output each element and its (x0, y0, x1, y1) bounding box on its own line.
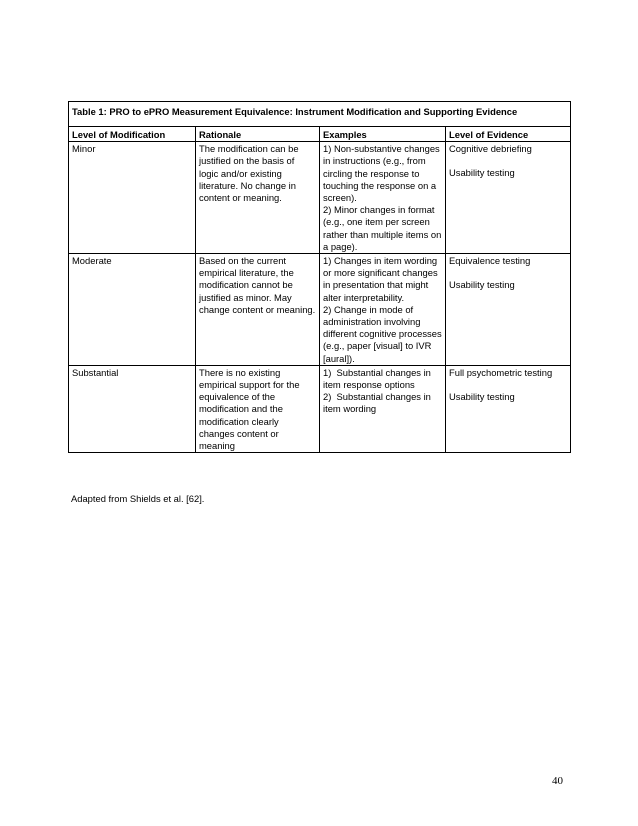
header-rationale: Rationale (196, 127, 320, 142)
rationale-cell: The modification can be justified on the basis of logic and/or existing literature. No change in content or meaning. (196, 142, 320, 254)
examples-text: 1) Substantial changes in item response options 2) Substantial changes in item wording (323, 366, 431, 415)
examples-text: 1) Changes in item wording or more significant changes in presentation that might alter interpretability. 2) Change in mode of administration involving different cognitive processes (e.g., paper [visual] to IVR [aural]). (323, 255, 442, 364)
evidence-item: Usability testing (449, 167, 515, 179)
examples-cell (320, 365, 446, 452)
evidence-cell (446, 142, 571, 254)
examples-cell (320, 254, 446, 366)
header-level-of-evidence: Level of Evidence (446, 127, 571, 142)
table-row (69, 142, 571, 254)
level-cell: Minor (69, 142, 196, 254)
table-source-note: Adapted from Shields et al. [62]. (71, 493, 205, 504)
evidence-cell (446, 365, 571, 452)
table-row (69, 254, 571, 366)
rationale-cell: There is no existing empirical support for the equivalence of the modification and the modification clearly changes content or meaning (196, 365, 320, 452)
examples-text: 1) Non-substantive changes in instructions (e.g., from circling the response to touching the response on a screen). 2) Minor changes in format (e.g., one item per screen rather than multiple items on a page). (323, 143, 442, 252)
evidence-item: Usability testing (449, 391, 515, 403)
table-header-row (69, 127, 571, 142)
level-cell: Moderate (69, 254, 196, 366)
examples-cell (320, 142, 446, 254)
table-row (69, 365, 571, 452)
evidence-item: Equivalence testing (449, 255, 531, 267)
equivalence-table (68, 101, 571, 453)
evidence-item: Usability testing (449, 279, 515, 291)
page-number: 40 (552, 775, 563, 787)
level-cell: Substantial (69, 365, 196, 452)
header-examples: Examples (320, 127, 446, 142)
evidence-item: Cognitive debriefing (449, 143, 532, 155)
evidence-cell (446, 254, 571, 366)
evidence-item: Full psychometric testing (449, 366, 553, 378)
table-caption: Table 1: PRO to ePRO Measurement Equivalence: Instrument Modification and Supporting Evidence (69, 102, 571, 127)
header-level-of-modification: Level of Modification (69, 127, 196, 142)
rationale-cell: Based on the current empirical literature, the modification cannot be justified as minor. May change content or meaning. (196, 254, 320, 366)
